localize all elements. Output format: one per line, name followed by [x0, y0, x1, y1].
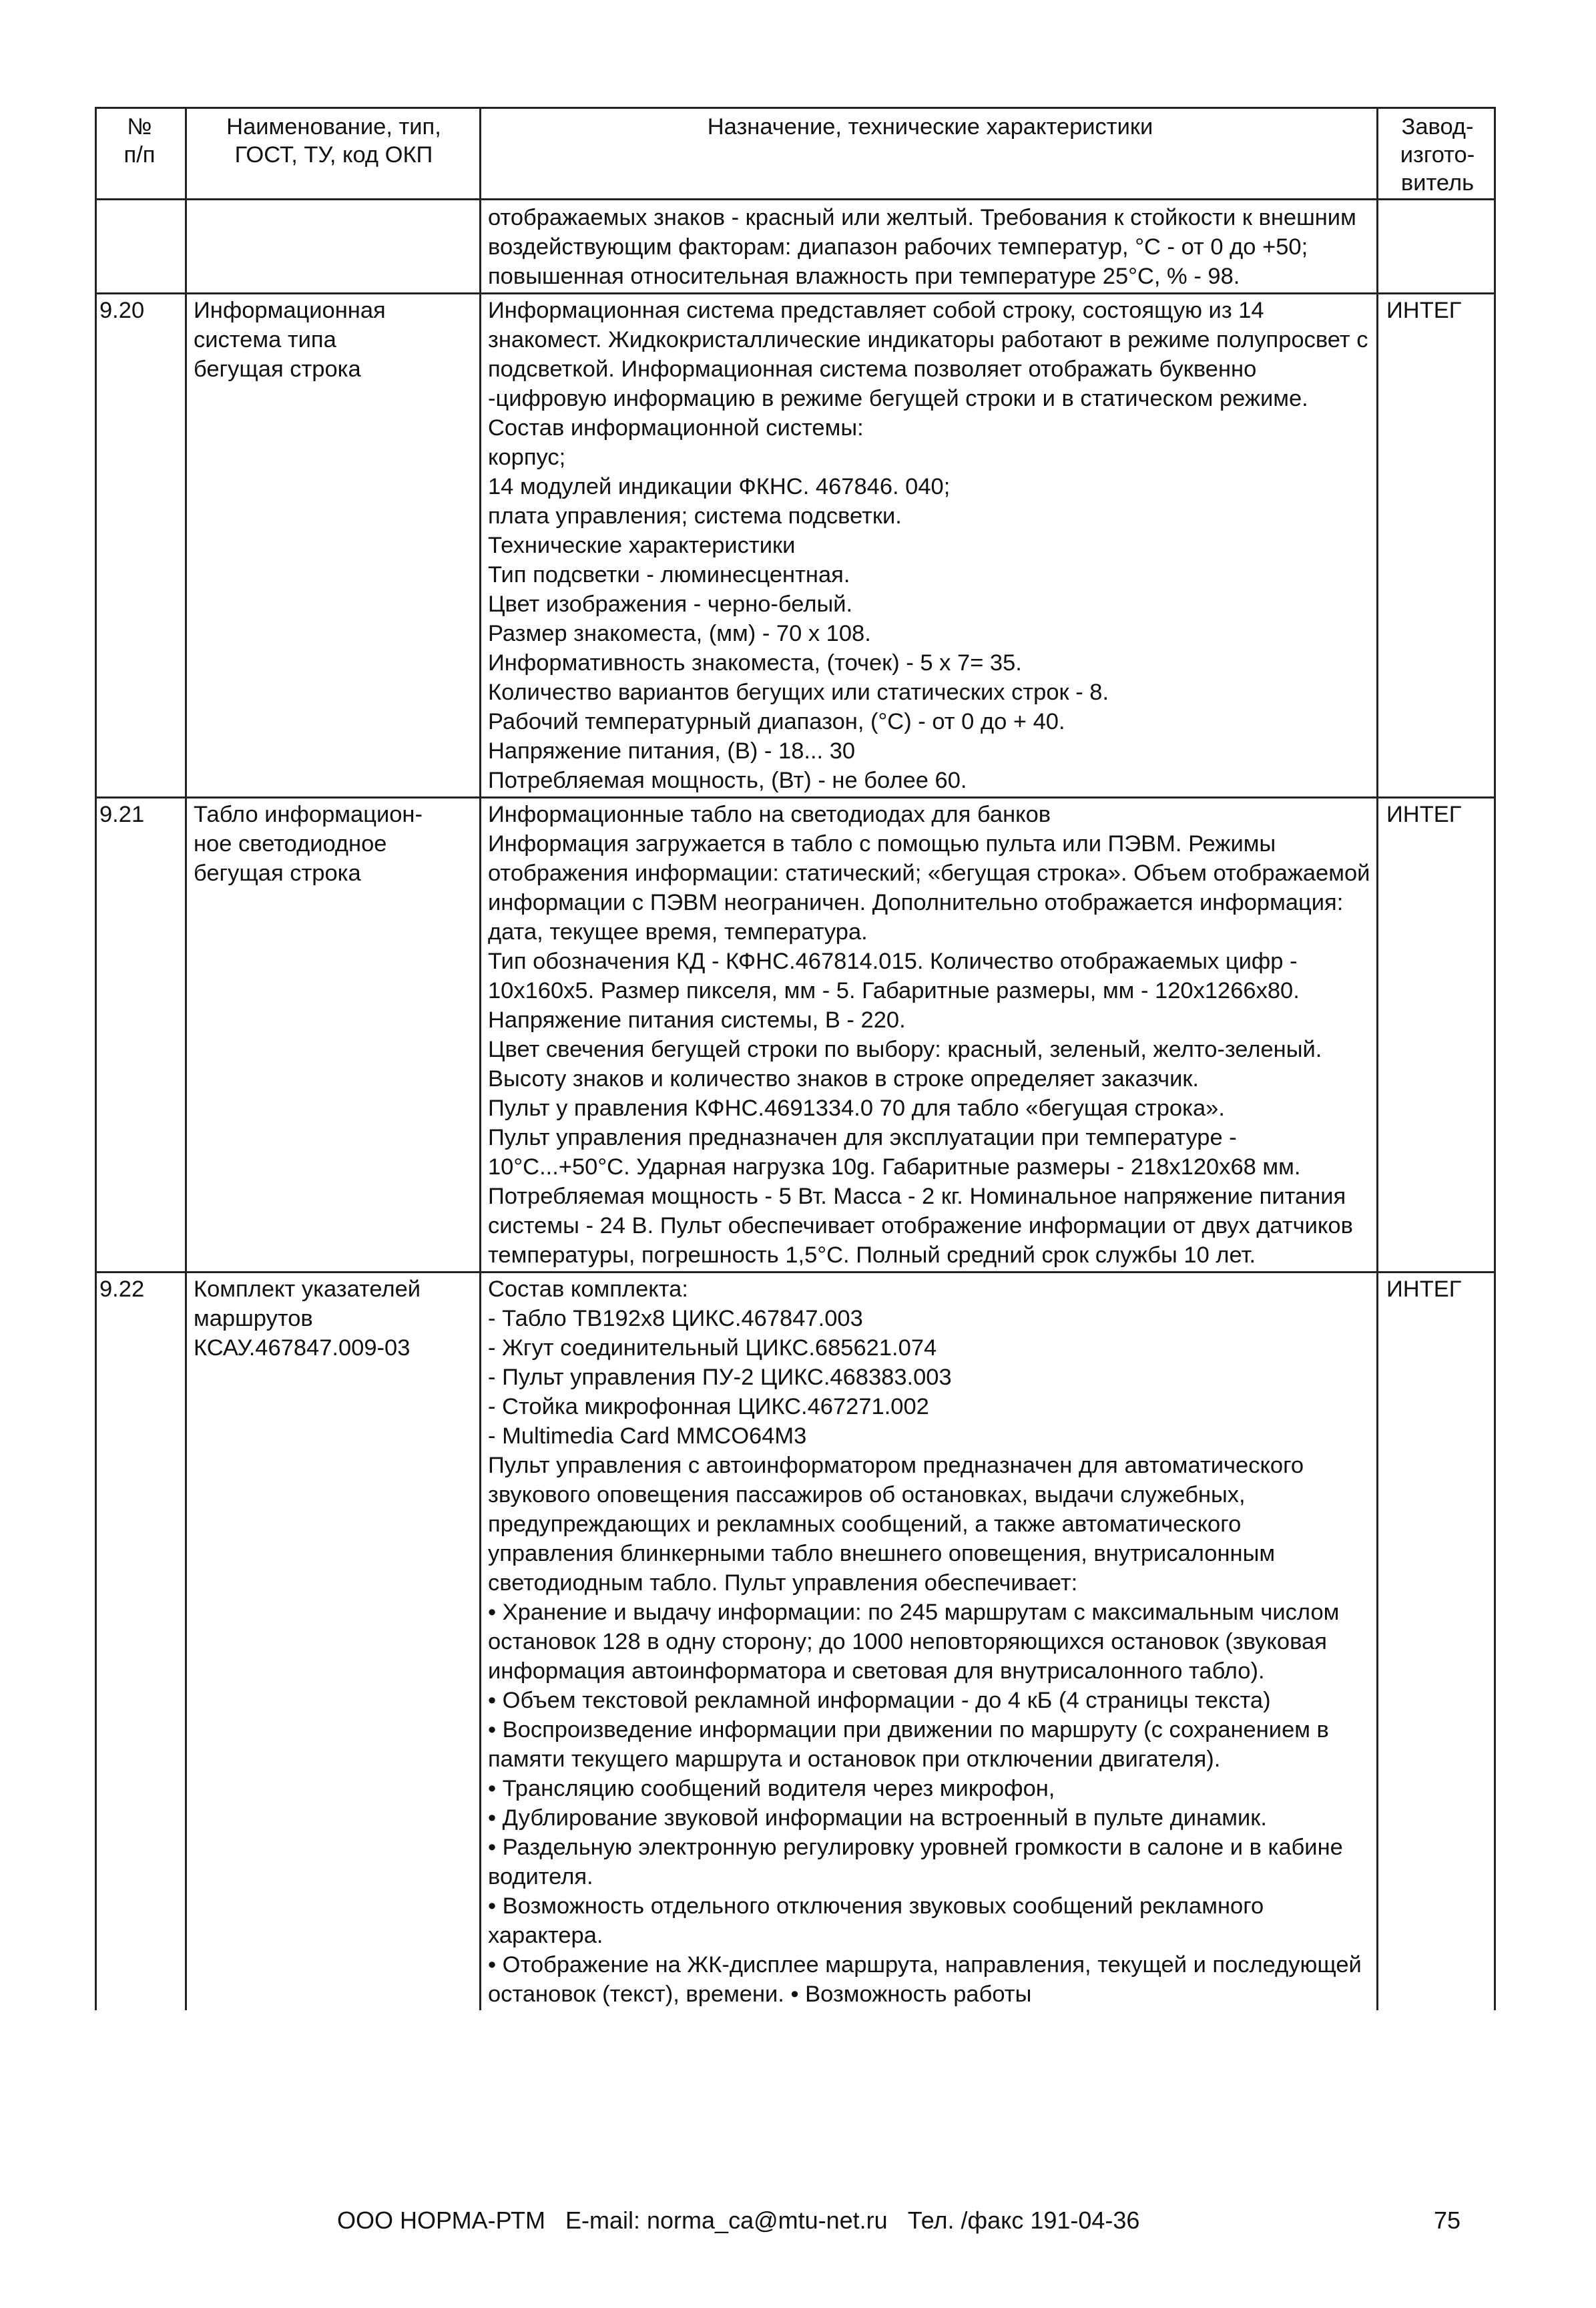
header-manufacturer: Завод- изгото- витель [1378, 108, 1495, 200]
row-num [96, 200, 186, 294]
row-name: Информационная система типа бегущая строка [186, 294, 481, 798]
row-manufacturer: ИНТЕГ [1378, 294, 1495, 798]
footer-contacts [337, 2207, 1139, 2235]
row-manufacturer [1378, 200, 1495, 294]
row-name: Табло информацион- ное светодиодное бегущая строка [186, 798, 481, 1273]
row-description: Информационные табло на светодиодах для банков Информация загружается в табло с помощью пульта или ПЭВМ. Режимы отображения информации: статический; «бегущая строка». Объем отображаемой информации с ПЭВМ неограничен. Дополнительно отображается информация: дата, текущее время, температура. Тип обозначения КД - КФНС.467814.015. Количество отображаемых цифр - 10x160x5. Размер пикселя, мм - 5. Габаритные размеры, мм - 120x1266x80. Напряжение питания системы, В - 220. Цвет свечения бегущей строки по выбору: красный, зеленый, желто-зеленый. Высоту знаков и количество знаков в строке определяет заказчик. Пульт у правления КФНС.4691334.0 70 для табло «бегущая строка». Пульт управления предназначен для эксплуатации при температуре - 10°С...+50°С. Ударная нагрузка 10g. Габаритные размеры - 218x120x68 мм. Потребляемая мощность - 5 Вт. Масса - 2 кг. Номинальное напряжение питания системы - 24 В. Пульт обеспечивает отображение информации от двух датчиков температуры, погрешность 1,5°С. Полный средний срок службы 10 лет. [481, 798, 1378, 1273]
characteristics-table [95, 107, 1496, 2010]
footer-email: E-mail: norma_ca@mtu-net.ru [565, 2207, 888, 2234]
row-num: 9.20 [96, 294, 186, 798]
row-num: 9.21 [96, 798, 186, 1273]
footer-company: ООО НОРМА-РТМ [337, 2207, 545, 2234]
row-name [186, 200, 481, 294]
row-manufacturer: ИНТЕГ [1378, 1273, 1495, 2011]
table-header-row [96, 108, 1495, 200]
row-description: Информационная система представляет собой строку, состоящую из 14 знакомест. Жидкокристаллические индикаторы работают в режиме полупросвет с подсветкой. Информационная система позволяет отображать буквенно -цифровую информацию в режиме бегущей строки и в статическом режиме. Состав информационной системы: корпус; 14 модулей индикации ФКНС. 467846. 040; плата управления; система подсветки. Технические характеристики Тип подсветки - люминесцентная. Цвет изображения - черно-белый. Размер знакоместа, (мм) - 70 x 108. Информативность знакоместа, (точек) - 5 x 7= 35. Количество вариантов бегущих или статических строк - 8. Рабочий температурный диапазон, (°С) - от 0 до + 40. Напряжение питания, (В) - 18... 30 Потребляемая мощность, (Вт) - не более 60. [481, 294, 1378, 798]
row-description: отображаемых знаков - красный или желтый. Требования к стойкости к внешним воздействующим факторам: диапазон рабочих температур, °С - от 0 до +50; повышенная относительная влажность при температуре 25°С, % - 98. [481, 200, 1378, 294]
table-row [96, 798, 1495, 1273]
row-name: Комплект указателей маршрутов КСАУ.467847.009-03 [186, 1273, 481, 2011]
row-description: Состав комплекта: - Табло ТВ192x8 ЦИКС.467847.003 - Жгут соединительный ЦИКС.685621.074 - Пульт управления ПУ-2 ЦИКС.468383.003 - Стойка микрофонная ЦИКС.467271.002 - Multimedia Card MMCO64M3 Пульт управления с автоинформатором предназначен для автоматического звукового оповещения пассажиров об остановках, выдачи служебных, предупреждающих и рекламных сообщений, а также автоматического управления блинкерными табло внешнего оповещения, внутрисалонным светодиодным табло. Пульт управления обеспечивает: • Хранение и выдачу информации: по 245 маршрутам с максимальным числом остановок 128 в одну сторону; до 1000 неповторяющихся остановок (звуковая информация автоинформатора и световая для внутрисалонного табло). • Объем текстовой рекламной информации - до 4 кБ (4 страницы текста) • Воспроизведение информации при движении по маршруту (с сохранением в памяти текущего маршрута и остановок при отключении двигателя). • Трансляцию сообщений водителя через микрофон, • Дублирование звуковой информации на встроенный в пульте динамик. • Раздельную электронную регулировку уровней громкости в салоне и в кабине водителя. • Возможность отдельного отключения звуковых сообщений рекламного характера. • Отображение на ЖК-дисплее маршрута, направления, текущей и последующей остановок (текст), времени. • Возможность работы [481, 1273, 1378, 2011]
header-num: № п/п [96, 108, 186, 200]
header-name: Наименование, тип, ГОСТ, ТУ, код ОКП [186, 108, 481, 200]
table-row [96, 1273, 1495, 2011]
row-num: 9.22 [96, 1273, 186, 2011]
footer-phone: Тел. /факс 191-04-36 [907, 2207, 1140, 2234]
header-description: Назначение, технические характеристики [481, 108, 1378, 200]
table-row [96, 294, 1495, 798]
page-number: 75 [1434, 2207, 1461, 2234]
table-row [96, 200, 1495, 294]
row-manufacturer: ИНТЕГ [1378, 798, 1495, 1273]
